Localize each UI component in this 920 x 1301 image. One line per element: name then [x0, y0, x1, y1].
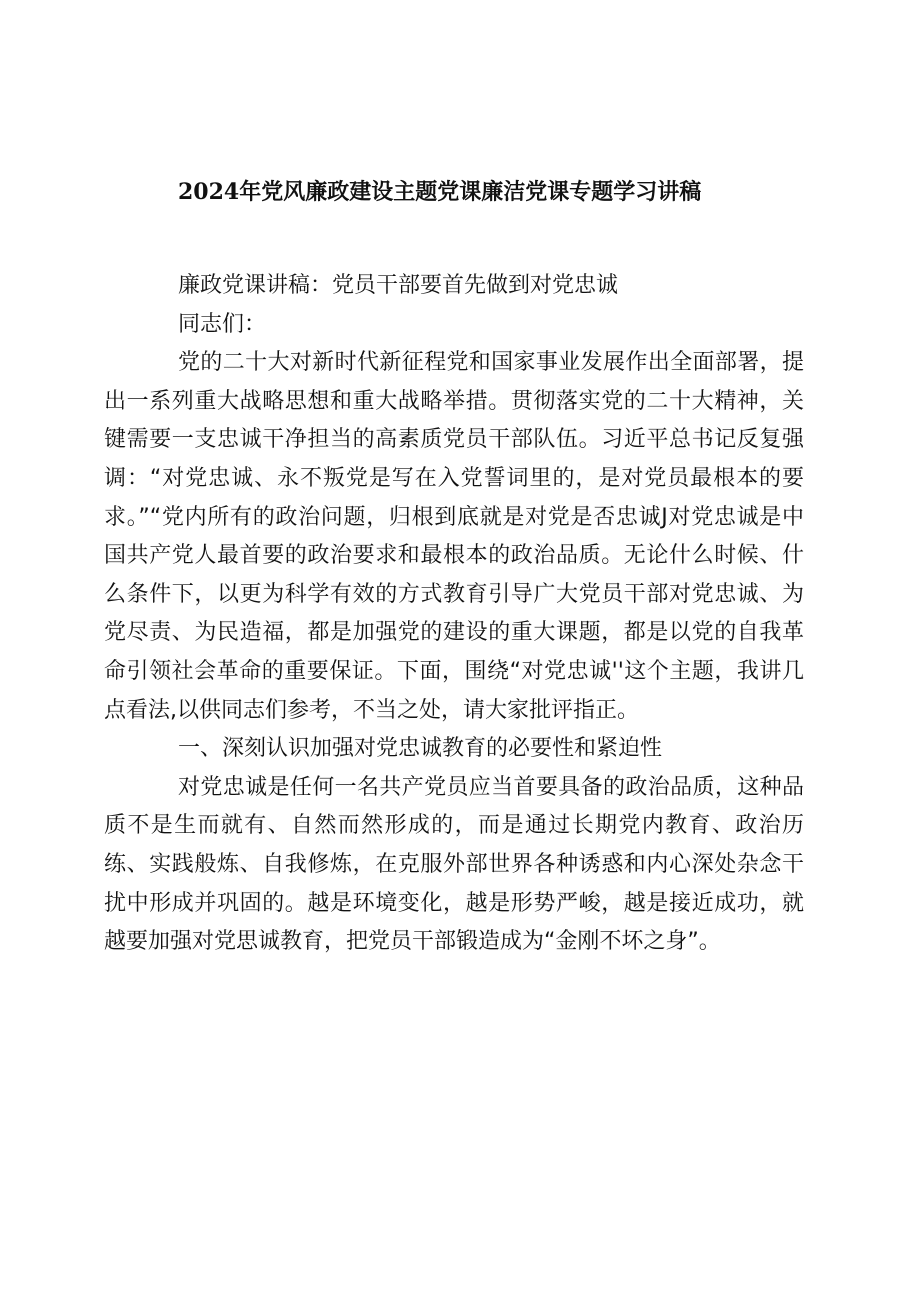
document-title: 2024年党风廉政建设主题党课廉洁党课专题学习讲稿	[178, 179, 702, 205]
intro-paragraph: 党的二十大对新时代新征程党和国家事业发展作出全面部署，提出一系列重大战略思想和重大战略举措。贯彻落实党的二十大精神，关键需要一支忠诚干净担当的高素质党员干部队伍。习近平总书记反复强调：“对党忠诚、永不叛党是写在入党誓词里的，是对党员最根本的要求。”“党内所有的政治问题，归根到底就是对党是否忠诚J对党忠诚是中国共产党人最首要的政治要求和最根本的政治品质。无论什么时候、什么条件下，以更为科学有效的方式教育引导广大党员干部对党忠诚、为党尽责、为民造福，都是加强党的建设的重大课题，都是以党的自我革命引领社会革命的重要保证。下面，围绕“对党忠诚''这个主题，我讲几点看法,以供同志们参考，不当之处，请大家批评指正。	[104, 350, 804, 723]
section-one-paragraph: 对党忠诚是任何一名共产党员应当首要具备的政治品质，这种品质不是生而就有、自然而然形成的，而是通过长期党内教育、政治历练、实践般炼、自我修炼，在克服外部世界各种诱惑和内心深处杂念干扰中形成并巩固的。越是环境变化，越是形势严峻，越是接近成功，就越要加强对党思诚教育，把党员干部锻造成为“金刚不坏之身”。	[104, 774, 804, 955]
salutation: 同志们：	[178, 311, 267, 337]
section-heading-one: 一、深刻认识加强对党忠诚教育的必要性和紧迫性	[178, 736, 663, 762]
document-body	[104, 267, 804, 962]
lecture-subtitle: 廉政党课讲稿：党员干部要首先做到对党忠诚	[178, 273, 619, 298]
